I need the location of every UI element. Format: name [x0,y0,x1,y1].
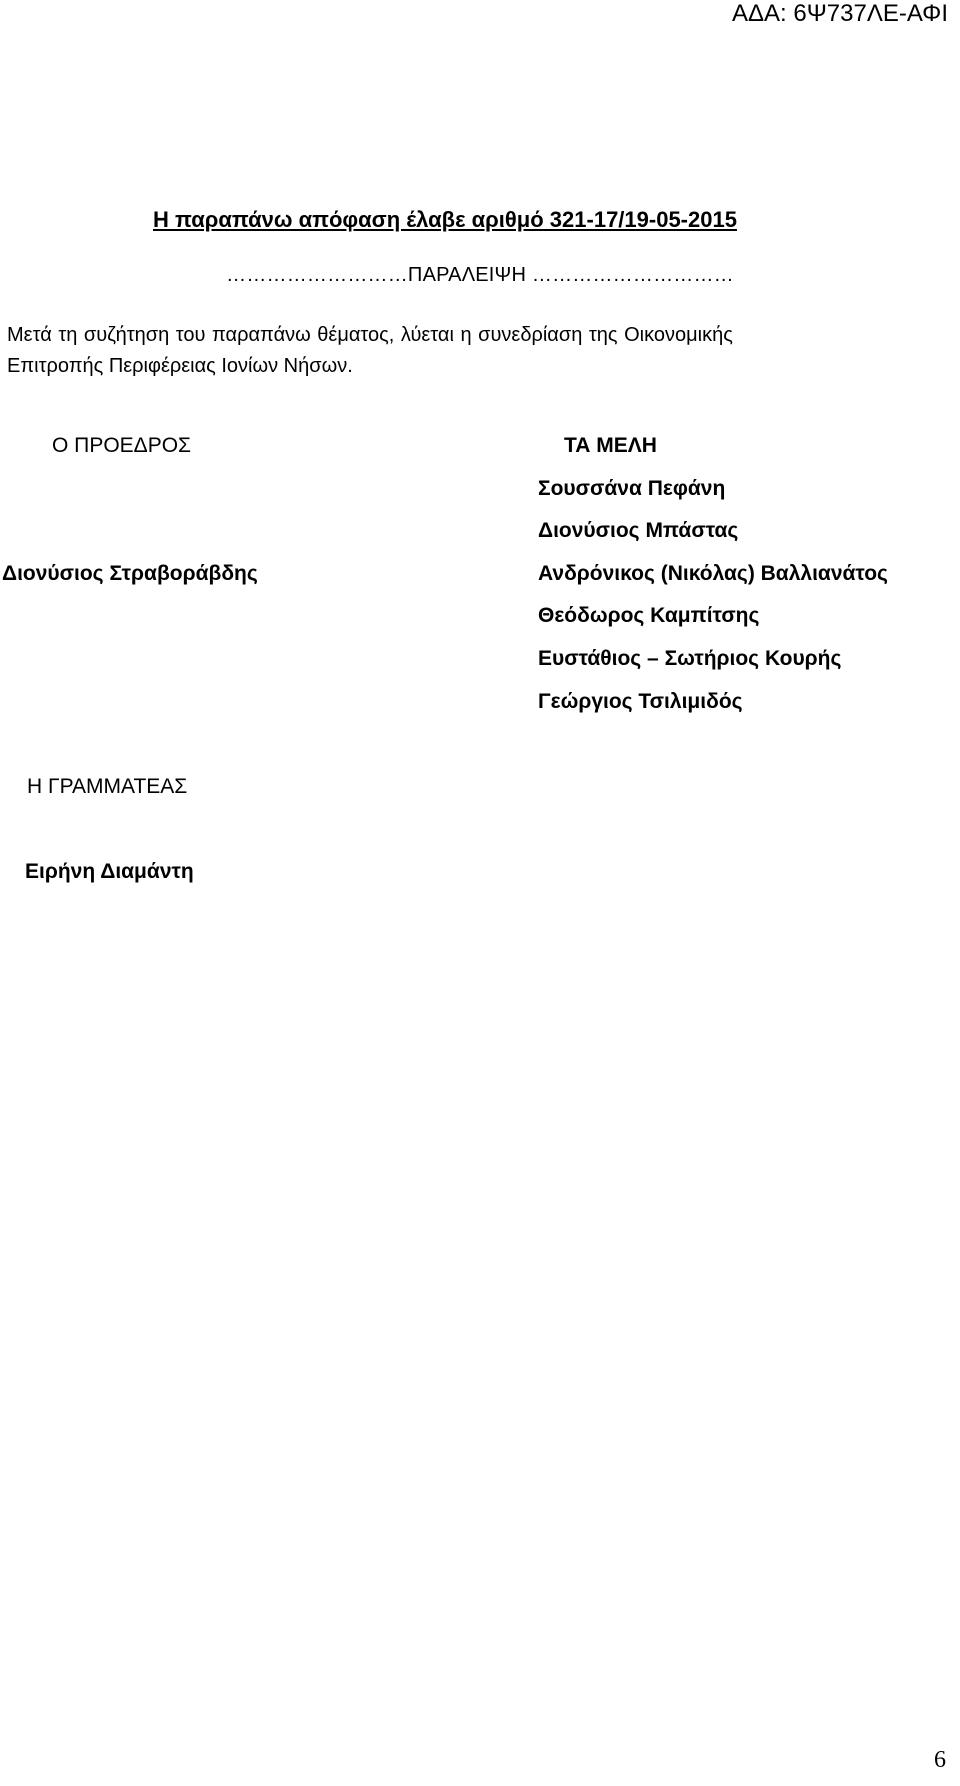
decision-number-line: Η παραπάνω απόφαση έλαβε αριθμό 321-17/19-05-2015 [153,207,737,232]
member-name: Σουσσάνα Πεφάνη [538,477,726,500]
chairman-name: Διονύσιος Στραβοράβδης [2,562,258,585]
secretary-name: Ειρήνη Διαμάντη [25,860,194,883]
omission-line: ………………………ΠΑΡΑΛΕΙΨΗ ………………………… [226,264,734,286]
member-name: Γεώργιος Τσιλιμιδός [538,690,743,713]
member-name: Ανδρόνικος (Νικόλας) Βαλλιανάτος [538,562,888,585]
closing-paragraph-line-1: Μετά τη συζήτηση του παραπάνω θέματος, λύεται η συνεδρίαση της Οικονομικής [7,324,733,346]
closing-paragraph-line-2: Επιτροπής Περιφέρειας Ιονίων Νήσων. [7,355,353,377]
page-number: 6 [934,1747,946,1773]
member-name: Διονύσιος Μπάστας [538,519,739,542]
member-name: Ευστάθιος – Σωτήριος Κουρής [538,647,842,670]
ada-code: ΑΔΑ: 6Ψ737ΛΕ-ΑΦΙ [732,0,948,27]
members-title: ΤΑ ΜΕΛΗ [564,434,657,457]
member-name: Θεόδωρος Καμπίτσης [538,604,760,627]
chairman-title: Ο ΠΡΟΕΔΡΟΣ [52,434,192,457]
secretary-title: Η ΓΡΑΜΜΑΤΕΑΣ [27,775,188,798]
